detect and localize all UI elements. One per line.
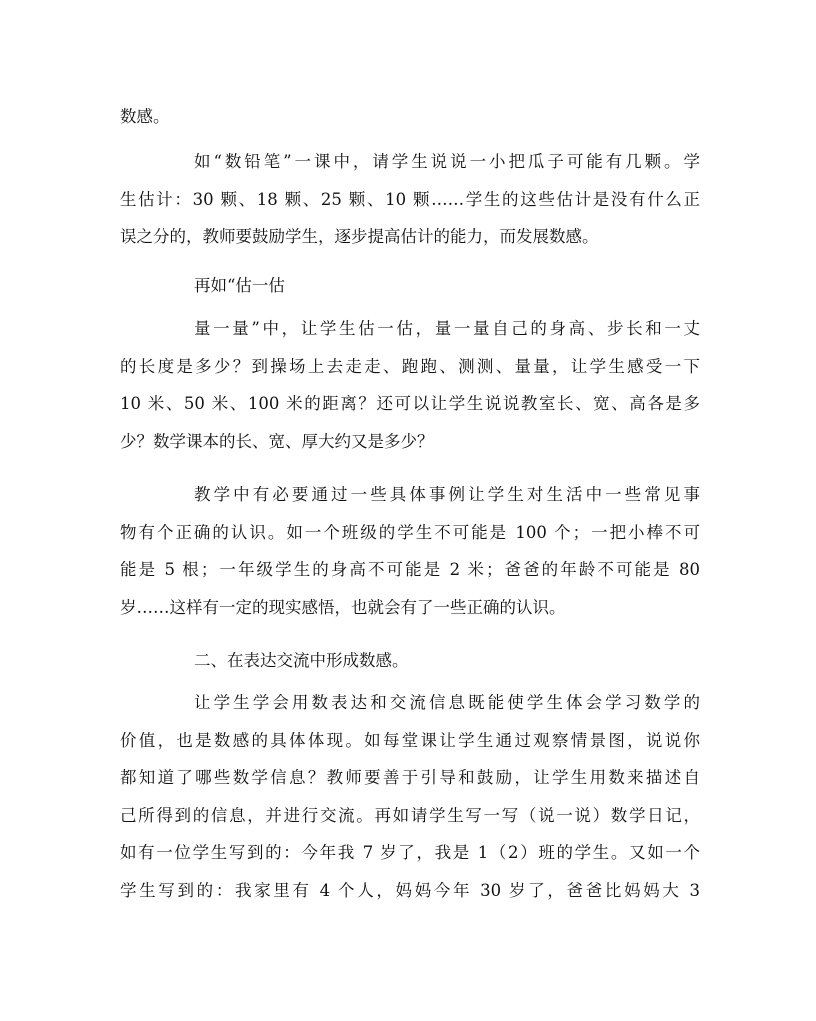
paragraph	[120, 476, 700, 626]
text-line: 误之分的，教师要鼓励学生，逐步提高估计的能力，而发展数感。	[120, 227, 599, 246]
text-line: 都知道了哪些数学信息？教师要善于引导和鼓励，让学生用数来描述自	[120, 768, 700, 787]
paragraph	[120, 310, 700, 460]
text-line: 让学生学会用数表达和交流信息既能使学生体会学习数学的	[194, 693, 700, 712]
paragraph	[120, 642, 700, 680]
text-line: 岁……这样有一定的现实感悟，也就会有了一些正确的认识。	[120, 597, 566, 617]
text-line: 二、在表达交流中形成数感。	[194, 651, 409, 670]
text-line: 数感。	[120, 107, 170, 126]
paragraph	[120, 684, 700, 909]
text-line: 少？数学课本的长、宽、厚大约又是多少？	[120, 431, 434, 451]
text-line: 如有一位学生写到的：今年我 7 岁了，我是 1（2）班的学生。又如一个	[120, 843, 700, 862]
paragraph	[120, 98, 700, 136]
text-line: 学生写到的：我家里有 4 个人，妈妈今年 30 岁了，爸爸比妈妈大 3	[120, 880, 700, 900]
text-line: 能是 5 根；一年级学生的身高不可能是 2 米；爸爸的年龄不可能是 80	[120, 560, 700, 579]
text-line: 己所得到的信息，并进行交流。再如请学生写一写（说一说）数学日记，	[120, 805, 700, 825]
text-line: 量一量”中，让学生估一估，量一量自己的身高、步长和一丈	[194, 319, 700, 338]
text-line: 10 米、50 米、100 米的距离？还可以让学生说说教室长、宽、高各是多	[120, 394, 700, 413]
text-line: 再如“估一估	[194, 276, 285, 295]
text-line: 生估计：30 颗、18 颗、25 颗、10 颗……学生的这些估计是没有什么正	[120, 189, 700, 209]
paragraph	[120, 267, 700, 305]
text-line: 的长度是多少？到操场上去走走、跑跑、测测、量量，让学生感受一下	[120, 356, 700, 376]
text-line: 如“数铅笔”一课中，请学生说说一小把瓜子可能有几颗。学	[194, 152, 700, 171]
text-line: 物有个正确的认识。如一个班级的学生不可能是 100 个；一把小棒不可	[120, 522, 700, 542]
text-line: 价值，也是数感的具体体现。如每堂课让学生通过观察情景图，说说你	[120, 730, 700, 750]
paragraph	[120, 143, 700, 256]
text-line: 教学中有必要通过一些具体事例让学生对生活中一些常见事	[194, 485, 700, 504]
